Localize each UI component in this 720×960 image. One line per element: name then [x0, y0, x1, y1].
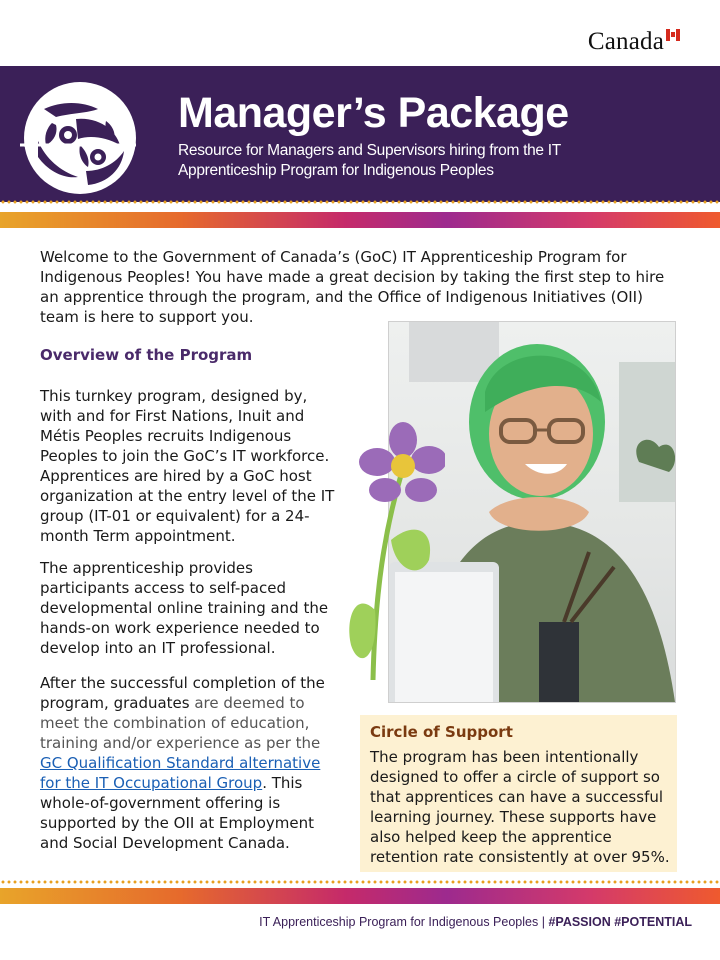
beaded-flower-illustration	[345, 420, 445, 690]
canada-wordmark: Canada	[588, 28, 680, 56]
canada-flag-icon	[666, 29, 680, 41]
support-heading: Circle of Support	[370, 723, 513, 741]
overview-paragraph-1: This turnkey program, designed by, with and for First Nations, Inuit and Métis Peoples recruits Indigenous Peoples to join the GoC’s IT workforce. Apprentices are hired by a GoC host organization at the entry level of the IT group (IT-01 or equivalent) for a 24-month Term appointment.	[40, 387, 335, 545]
footer: IT Apprenticeship Program for Indigenous Peoples | #PASSION #POTENTIAL	[259, 915, 692, 929]
support-text: The program has been intentionally designed to offer a circle of support so that apprentices can have a successful learning journey. These supports have also helped keep the apprentice retention rate consistently at over 95%.	[370, 748, 670, 866]
page-title: Manager’s Package	[178, 89, 569, 137]
circle-of-support-callout	[360, 715, 677, 872]
intro-paragraph: Welcome to the Government of Canada’s (GoC) IT Apprenticeship Program for Indigenous Peoples! You have made a great decision by taking the first step to hire an apprentice through the program, and the Office of Indigenous Initiatives (OII) team is here to support you.	[40, 248, 665, 326]
overview-heading: Overview of the Program	[40, 346, 253, 364]
overview-paragraph-2: The apprenticeship provides participants access to self-paced developmental online training and the hands-on work experience needed to develop into an IT professional.	[40, 559, 329, 657]
dotted-divider-bottom	[0, 880, 720, 884]
footer-hashtags: #PASSION #POTENTIAL	[548, 915, 692, 929]
page-subtitle: Resource for Managers and Supervisors hiring from the IT Apprenticeship Program for Indigenous Peoples	[178, 142, 561, 179]
overview-paragraph-3: After the successful completion of the program, graduates are deemed to meet the combination of education, training and/or experience as per the GC Qualification Standard alternative for the IT Occupational Group. This whole-of-government offering is supported by the OII at Employment and Social Development Canada.	[40, 674, 325, 852]
dotted-divider-top	[0, 200, 720, 204]
indigenous-art-logo	[16, 79, 140, 197]
qualification-standard-link[interactable]: GC Qualification Standard alternative for the IT Occupational Group	[40, 754, 321, 792]
gradient-stripe-top	[0, 212, 720, 228]
gradient-stripe-bottom	[0, 888, 720, 904]
